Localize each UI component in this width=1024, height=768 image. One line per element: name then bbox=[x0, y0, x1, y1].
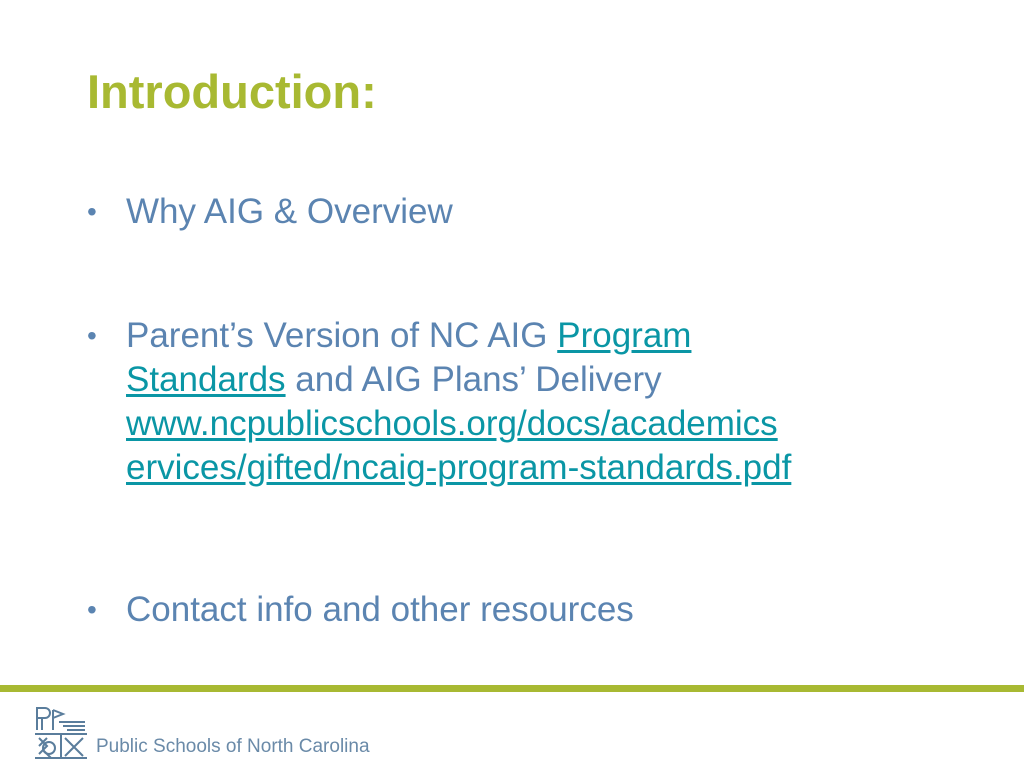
bullet-text-suffix: and AIG Plans’ Delivery bbox=[285, 360, 662, 399]
footer-divider bbox=[0, 685, 1024, 692]
standards-url-link-line-1[interactable]: www.ncpublicschools.org/docs/academics bbox=[126, 404, 778, 443]
nc-public-schools-logo-icon bbox=[33, 704, 89, 760]
footer-organization-name: Public Schools of North Carolina bbox=[96, 736, 370, 757]
program-standards-link-part-1[interactable]: Program bbox=[557, 316, 692, 355]
bullet-text: Contact info and other resources bbox=[126, 590, 634, 629]
bullet-text: Why AIG & Overview bbox=[126, 192, 453, 231]
bullet-item-why-aig bbox=[87, 190, 967, 234]
program-standards-link-part-2[interactable]: Standards bbox=[126, 360, 286, 399]
bullet-text bbox=[126, 314, 967, 490]
bullet-marker: • bbox=[87, 196, 97, 227]
bullet-marker: • bbox=[87, 320, 97, 351]
bullet-item-program-standards bbox=[87, 314, 967, 490]
bullet-marker: • bbox=[87, 594, 97, 625]
slide-title: Introduction: bbox=[87, 65, 377, 118]
bullet-item-contact-info bbox=[87, 588, 967, 632]
bullet-text-prefix: Parent’s Version of NC AIG bbox=[126, 316, 558, 355]
standards-url-link-line-2[interactable]: ervices/gifted/ncaig-program-standards.pdf bbox=[126, 448, 792, 487]
